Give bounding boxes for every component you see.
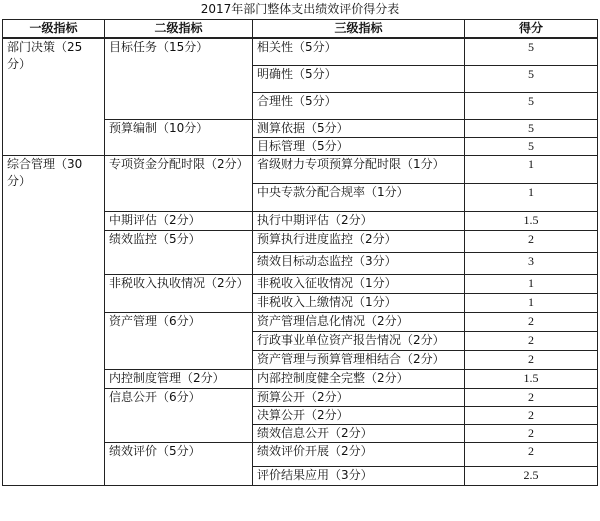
- level2-cell: 信息公开（6分）: [105, 388, 253, 442]
- level3-cell: 资产管理与预算管理相结合（2分）: [253, 350, 465, 369]
- table-row: [3, 155, 598, 183]
- score-cell: 2: [465, 388, 598, 406]
- level2-cell: 内控制度管理（2分）: [105, 369, 253, 388]
- level2-cell: 非税收入执收情况（2分）: [105, 274, 253, 312]
- level3-cell: 明确性（5分）: [253, 65, 465, 92]
- score-cell: 1: [465, 183, 598, 211]
- level3-cell: 决算公开（2分）: [253, 406, 465, 424]
- score-cell: 5: [465, 65, 598, 92]
- table-row: [3, 38, 598, 65]
- score-cell: 1: [465, 293, 598, 312]
- table-title: 2017年部门整体支出绩效评价得分表: [200, 2, 400, 16]
- header-row: [3, 20, 598, 39]
- level3-cell: 测算依据（5分）: [253, 119, 465, 137]
- level3-cell: 省级财力专项预算分配时限（1分）: [253, 155, 465, 183]
- score-cell: 5: [465, 38, 598, 65]
- level3-cell: 绩效目标动态监控（3分）: [253, 252, 465, 274]
- score-cell: 2: [465, 312, 598, 331]
- score-cell: 3: [465, 252, 598, 274]
- score-cell: 2: [465, 442, 598, 466]
- score-cell: 2: [465, 350, 598, 369]
- level3-cell: 绩效评价开展（2分）: [253, 442, 465, 466]
- score-cell: 5: [465, 137, 598, 155]
- score-cell: 2: [465, 230, 598, 252]
- level3-cell: 非税收入上缴情况（1分）: [253, 293, 465, 312]
- level2-cell: 中期评估（2分）: [105, 211, 253, 230]
- score-cell: 5: [465, 92, 598, 119]
- score-cell: 1.5: [465, 211, 598, 230]
- level3-cell: 内部控制度健全完整（2分）: [253, 369, 465, 388]
- level2-cell: 目标任务（15分）: [105, 38, 253, 119]
- header-level2: 二级指标: [105, 20, 253, 39]
- level3-cell: 资产管理信息化情况（2分）: [253, 312, 465, 331]
- score-cell: 2: [465, 424, 598, 442]
- level3-cell: 绩效信息公开（2分）: [253, 424, 465, 442]
- level3-cell: 合理性（5分）: [253, 92, 465, 119]
- score-cell: 2.5: [465, 466, 598, 485]
- level3-cell: 相关性（5分）: [253, 38, 465, 65]
- score-cell: 1.5: [465, 369, 598, 388]
- level3-cell: 中央专款分配合规率（1分）: [253, 183, 465, 211]
- score-cell: 5: [465, 119, 598, 137]
- header-level1: 一级指标: [3, 20, 105, 39]
- level3-cell: 预算执行进度监控（2分）: [253, 230, 465, 252]
- level3-cell: 执行中期评估（2分）: [253, 211, 465, 230]
- score-cell: 1: [465, 155, 598, 183]
- level2-cell: 专项资金分配时限（2分）: [105, 155, 253, 211]
- level2-cell: 预算编制（10分）: [105, 119, 253, 155]
- level2-cell: 资产管理（6分）: [105, 312, 253, 369]
- score-cell: 2: [465, 331, 598, 350]
- score-cell: 1: [465, 274, 598, 293]
- header-level3: 三级指标: [253, 20, 465, 39]
- level3-cell: 评价结果应用（3分）: [253, 466, 465, 485]
- level3-cell: 行政事业单位资产报告情况（2分）: [253, 331, 465, 350]
- level3-cell: 目标管理（5分）: [253, 137, 465, 155]
- score-table: [2, 19, 598, 486]
- header-score: 得分: [465, 20, 598, 39]
- level1-cell: 综合管理（30分）: [3, 155, 105, 485]
- level2-cell: 绩效评价（5分）: [105, 442, 253, 485]
- level1-cell: 部门决策（25分）: [3, 38, 105, 155]
- level2-cell: 绩效监控（5分）: [105, 230, 253, 274]
- level3-cell: 预算公开（2分）: [253, 388, 465, 406]
- score-cell: 2: [465, 406, 598, 424]
- level3-cell: 非税收入征收情况（1分）: [253, 274, 465, 293]
